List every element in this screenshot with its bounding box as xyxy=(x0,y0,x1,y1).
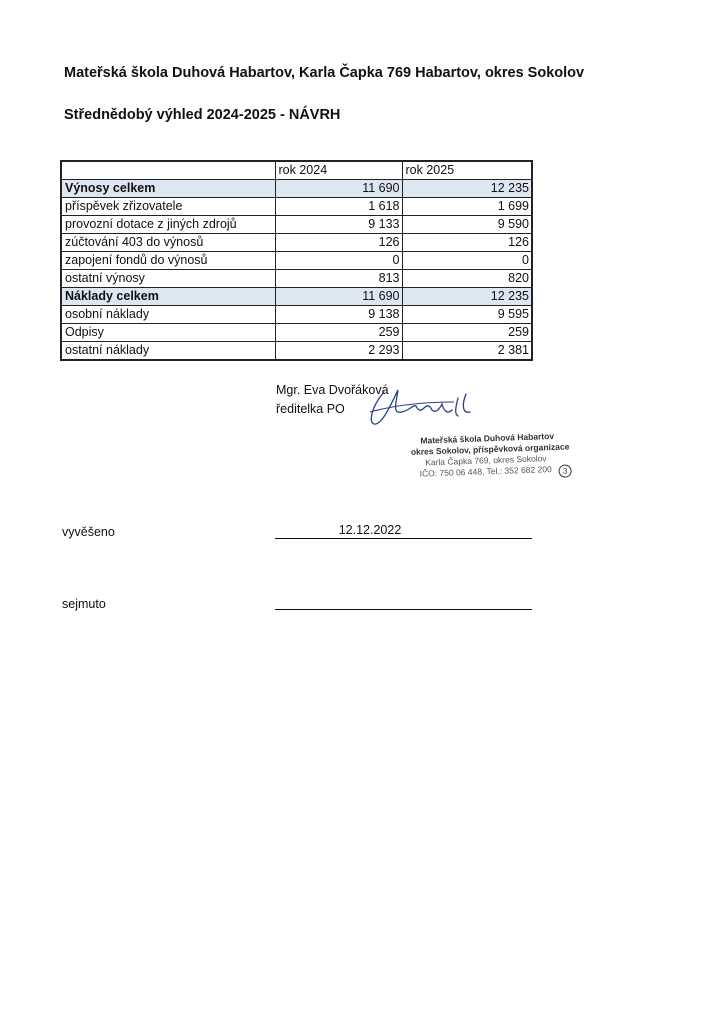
value-2024: 259 xyxy=(275,324,402,342)
value-2025: 126 xyxy=(402,234,532,252)
table-row xyxy=(61,342,532,361)
row-label: provozní dotace z jiných zdrojů xyxy=(61,216,275,234)
removed-line xyxy=(275,609,532,610)
table-row xyxy=(61,306,532,324)
row-label: osobní náklady xyxy=(61,306,275,324)
value-2024: 9 138 xyxy=(275,306,402,324)
row-label: Náklady celkem xyxy=(61,288,275,306)
table-row xyxy=(61,234,532,252)
table-header-cell xyxy=(61,161,275,180)
handwritten-signature xyxy=(362,384,502,432)
table-row xyxy=(61,198,532,216)
value-2025: 1 699 xyxy=(402,198,532,216)
value-2025: 12 235 xyxy=(402,288,532,306)
official-stamp xyxy=(404,430,585,480)
value-2025: 9 590 xyxy=(402,216,532,234)
stamp-line: Karla Čapka 769, okres Sokolov xyxy=(425,453,547,468)
value-2025: 9 595 xyxy=(402,306,532,324)
row-label: Odpisy xyxy=(61,324,275,342)
signer-role: ředitelka PO xyxy=(276,402,345,416)
table-header-cell: rok 2025 xyxy=(402,161,532,180)
value-2024: 813 xyxy=(275,270,402,288)
row-label: ostatní náklady xyxy=(61,342,275,361)
row-label: zapojení fondů do výnosů xyxy=(61,252,275,270)
value-2024: 0 xyxy=(275,252,402,270)
budget-table-body xyxy=(61,161,532,360)
table-total-row xyxy=(61,180,532,198)
value-2025: 820 xyxy=(402,270,532,288)
table-header-cell: rok 2024 xyxy=(275,161,402,180)
stamp-line: IČO: 750 06 448, Tel.: 352 682 200 xyxy=(419,464,552,479)
document-title: Střednědobý výhled 2024-2025 - NÁVRH xyxy=(64,107,341,123)
table-total-row xyxy=(61,288,532,306)
stamp-line: Mateřská škola Duhová Habartov xyxy=(420,430,555,446)
organization-header: Mateřská škola Duhová Habartov, Karla Čapka 769 Habartov, okres Sokolov xyxy=(64,65,585,81)
value-2024: 2 293 xyxy=(275,342,402,361)
row-label: Výnosy celkem xyxy=(61,180,275,198)
table-row xyxy=(61,252,532,270)
value-2024: 9 133 xyxy=(275,216,402,234)
value-2025: 0 xyxy=(402,252,532,270)
value-2025: 12 235 xyxy=(402,180,532,198)
table-header-row xyxy=(61,161,532,180)
stamp-line: okres Sokolov, příspěvková organizace xyxy=(410,441,570,457)
signer-name: Mgr. Eva Dvořáková xyxy=(276,383,389,397)
value-2024: 126 xyxy=(275,234,402,252)
row-label: ostatní výnosy xyxy=(61,270,275,288)
posted-label: vyvěšeno xyxy=(62,525,115,539)
budget-table xyxy=(60,160,533,361)
table-row xyxy=(61,216,532,234)
stamp-number: 3 xyxy=(558,464,571,477)
value-2024: 1 618 xyxy=(275,198,402,216)
table-row xyxy=(61,270,532,288)
row-label: příspěvek zřizovatele xyxy=(61,198,275,216)
value-2025: 259 xyxy=(402,324,532,342)
posted-line xyxy=(275,538,532,539)
value-2024: 11 690 xyxy=(275,180,402,198)
posted-date: 12.12.2022 xyxy=(338,523,402,537)
value-2025: 2 381 xyxy=(402,342,532,361)
value-2024: 11 690 xyxy=(275,288,402,306)
table-row xyxy=(61,324,532,342)
row-label: zúčtování 403 do výnosů xyxy=(61,234,275,252)
removed-label: sejmuto xyxy=(62,597,106,611)
